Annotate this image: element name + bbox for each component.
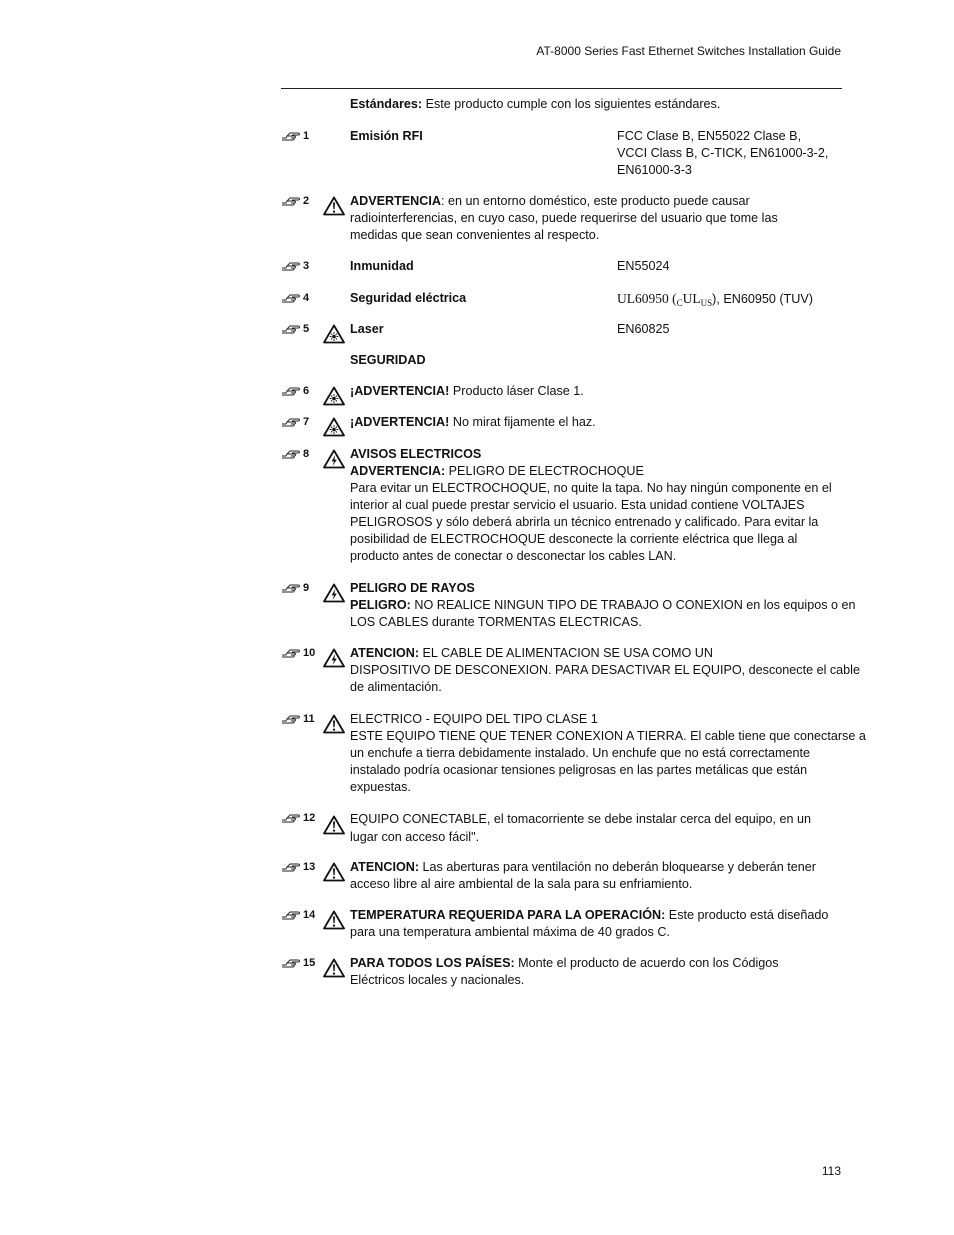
text-line: posibilidad de ELECTROCHOQUE desconecte la corriente eléctrica que llega al — [350, 532, 798, 546]
entry-number: 2 — [303, 195, 310, 207]
text-line: de alimentación. — [350, 680, 442, 694]
text-line: producto antes de conectar o desconectar los cables LAN. — [350, 549, 677, 563]
entry-text — [350, 383, 842, 400]
pointing-hand-icon — [281, 861, 301, 873]
laser-warning-icon — [323, 417, 345, 437]
warning-triangle-icon — [323, 196, 345, 216]
entry-label: Laser — [350, 322, 384, 336]
warning-triangle-icon — [323, 815, 345, 835]
entry-number: 5 — [303, 323, 310, 335]
entry-label: Seguridad eléctrica — [350, 291, 467, 305]
entry-text — [350, 955, 842, 989]
section-subheading: SEGURIDAD — [350, 353, 426, 367]
running-header: AT-8000 Series Fast Ethernet Switches Installation Guide — [536, 44, 841, 58]
pointing-hand-icon — [281, 957, 301, 969]
entry-number: 11 — [303, 713, 315, 725]
text-line: : en un entorno doméstico, este producto puede causar — [440, 194, 750, 208]
text-line: acceso libre al aire ambiental de la sala para su enfriamiento. — [350, 877, 693, 891]
entry-text — [350, 446, 842, 565]
header-rule — [281, 88, 842, 89]
pointing-hand-icon — [281, 130, 301, 142]
text-line: Las aberturas para ventilación no deberán bloquearse y deberán tener — [419, 860, 817, 874]
warning-triangle-icon — [323, 958, 345, 978]
text-line: PELIGROSOS y sólo deberá abrirla un técnico entrenado y calificado. Para evitar la — [350, 515, 819, 529]
pointing-hand-icon — [281, 195, 301, 207]
value-line: EN61000-3-3 — [617, 163, 692, 177]
entry-bold: ADVERTENCIA — [350, 194, 441, 208]
entry-title: AVISOS ELECTRICOS — [350, 447, 482, 461]
text-line: DISPOSITIVO DE DESCONEXION. PARA DESACTIVAR EL EQUIPO, desconecte el cable — [350, 663, 860, 677]
entry-text — [350, 414, 842, 431]
entry-text — [350, 907, 842, 941]
ul-mark: UL — [682, 291, 701, 306]
text-line: ELECTRICO - EQUIPO DEL TIPO CLASE 1 — [350, 712, 598, 726]
text-line: radiointerferencias, en cuyo caso, puede requerirse del usuario que tome las — [350, 211, 778, 225]
text-line: interior al cual puede prestar servicio el usuario. Esta unidad contiene VOLTAJES — [350, 498, 805, 512]
text-line: Monte el producto de acuerdo con los Códigos — [514, 956, 779, 970]
pointing-hand-icon — [281, 416, 301, 428]
entry-number: 14 — [303, 909, 316, 921]
pointing-hand-icon — [281, 582, 301, 594]
text-line: No mirat fijamente el haz. — [449, 415, 596, 429]
laser-warning-icon — [323, 386, 345, 406]
entry-bold: ¡ADVERTENCIA! — [350, 415, 450, 429]
warning-triangle-icon — [323, 910, 345, 930]
pointing-hand-icon — [281, 713, 301, 725]
ul-sub-us: US — [700, 298, 713, 308]
entry-value — [617, 128, 828, 179]
entry-bold: ¡ADVERTENCIA! — [350, 384, 450, 398]
entry-text — [350, 711, 866, 796]
pointing-hand-icon — [281, 448, 301, 460]
lightning-warning-icon — [323, 449, 345, 469]
entry-number: 13 — [303, 861, 316, 873]
entry-bold: PARA TODOS LOS PAÍSES: — [350, 956, 515, 970]
value-line: VCCI Class B, C-TICK, EN61000-3-2, — [617, 146, 829, 160]
entry-number: 7 — [303, 416, 310, 428]
value-line: FCC Clase B, EN55022 Clase B, — [617, 129, 802, 143]
entry-bold: PELIGRO: — [350, 598, 411, 612]
entry-number: 4 — [303, 292, 310, 304]
text-line: Para evitar un ELECTROCHOQUE, no quite la tapa. No hay ningún componente en el — [350, 481, 832, 495]
entry-text — [350, 810, 842, 846]
text-line: ESTE EQUIPO TIENE QUE TENER CONEXION A TIERRA. El cable tiene que conectarse a — [350, 729, 866, 743]
text-line: EQUIPO CONECTABLE, el tomacorriente se debe instalar cerca del equipo, en un — [350, 812, 812, 826]
page-number: 113 — [821, 1164, 841, 1178]
entry-number: 9 — [303, 582, 310, 594]
text-line: Eléctricos locales y nacionales. — [350, 973, 525, 987]
entry-bold: TEMPERATURA REQUERIDA PARA LA OPERACIÓN: — [350, 908, 666, 922]
entry-text — [350, 580, 856, 631]
entry-value: EN55024 — [617, 259, 670, 273]
text-line: NO REALICE NINGUN TIPO DE TRABAJO O CONEXION en los equipos o en — [410, 598, 856, 612]
text-line: un enchufe a tierra debidamente instalado. Un enchufe que no está correctamente — [350, 746, 810, 760]
entry-number: 8 — [303, 448, 310, 460]
entry-number: 3 — [303, 260, 310, 272]
value-rest: ), EN60950 (TUV) — [712, 292, 813, 306]
entry-number: 15 — [303, 957, 316, 969]
entry-number: 12 — [303, 812, 316, 824]
entry-number: 6 — [303, 385, 310, 397]
entry-value — [617, 290, 813, 312]
entry-text — [350, 193, 842, 244]
standards-text: Este producto cumple con los siguientes estándares. — [425, 97, 721, 111]
pointing-hand-icon — [281, 260, 301, 272]
entry-bold: ADVERTENCIA: — [350, 464, 446, 478]
entry-number: 10 — [303, 647, 316, 659]
entry-value: EN60825 — [617, 322, 670, 336]
entry-bold: ATENCION: — [350, 646, 420, 660]
entry-number: 1 — [303, 130, 310, 142]
pointing-hand-icon — [281, 909, 301, 921]
ul-sub-c: C — [676, 298, 683, 308]
entry-text — [350, 859, 842, 893]
text-line: PELIGRO DE ELECTROCHOQUE — [445, 464, 644, 478]
warning-triangle-icon — [323, 862, 345, 882]
entry-label: Emisión RFI — [350, 129, 423, 143]
text-line: Este producto está diseñado — [665, 908, 829, 922]
text-line: LOS CABLES durante TORMENTAS ELECTRICAS. — [350, 615, 642, 629]
pointing-hand-icon — [281, 385, 301, 397]
warning-triangle-icon — [323, 714, 345, 734]
pointing-hand-icon — [281, 647, 301, 659]
pointing-hand-icon — [281, 323, 301, 335]
text-line: instalado podría ocasionar tensiones peligrosas en las partes metálicas que están — [350, 763, 808, 777]
pointing-hand-icon — [281, 812, 301, 824]
lightning-warning-icon — [323, 583, 345, 603]
text-line: EL CABLE DE ALIMENTACION SE USA COMO UN — [419, 646, 713, 660]
text-line: lugar con acceso fácil". — [350, 830, 480, 844]
entry-text — [350, 645, 860, 696]
text-line: para una temperatura ambiental máxima de 40 grados C. — [350, 925, 670, 939]
entry-label: Inmunidad — [350, 259, 414, 273]
entry-bold: ATENCION: — [350, 860, 420, 874]
pointing-hand-icon — [281, 292, 301, 304]
text-line: expuestas. — [350, 780, 411, 794]
entry-title: PELIGRO DE RAYOS — [350, 581, 475, 595]
text-line: Producto láser Clase 1. — [449, 384, 584, 398]
standards-label: Estándares: — [350, 97, 423, 111]
text-line: medidas que sean convenientes al respecto. — [350, 228, 600, 242]
ul-mark: UL60950 ( — [617, 291, 677, 306]
laser-warning-icon — [323, 324, 345, 344]
lightning-warning-icon — [323, 648, 345, 668]
